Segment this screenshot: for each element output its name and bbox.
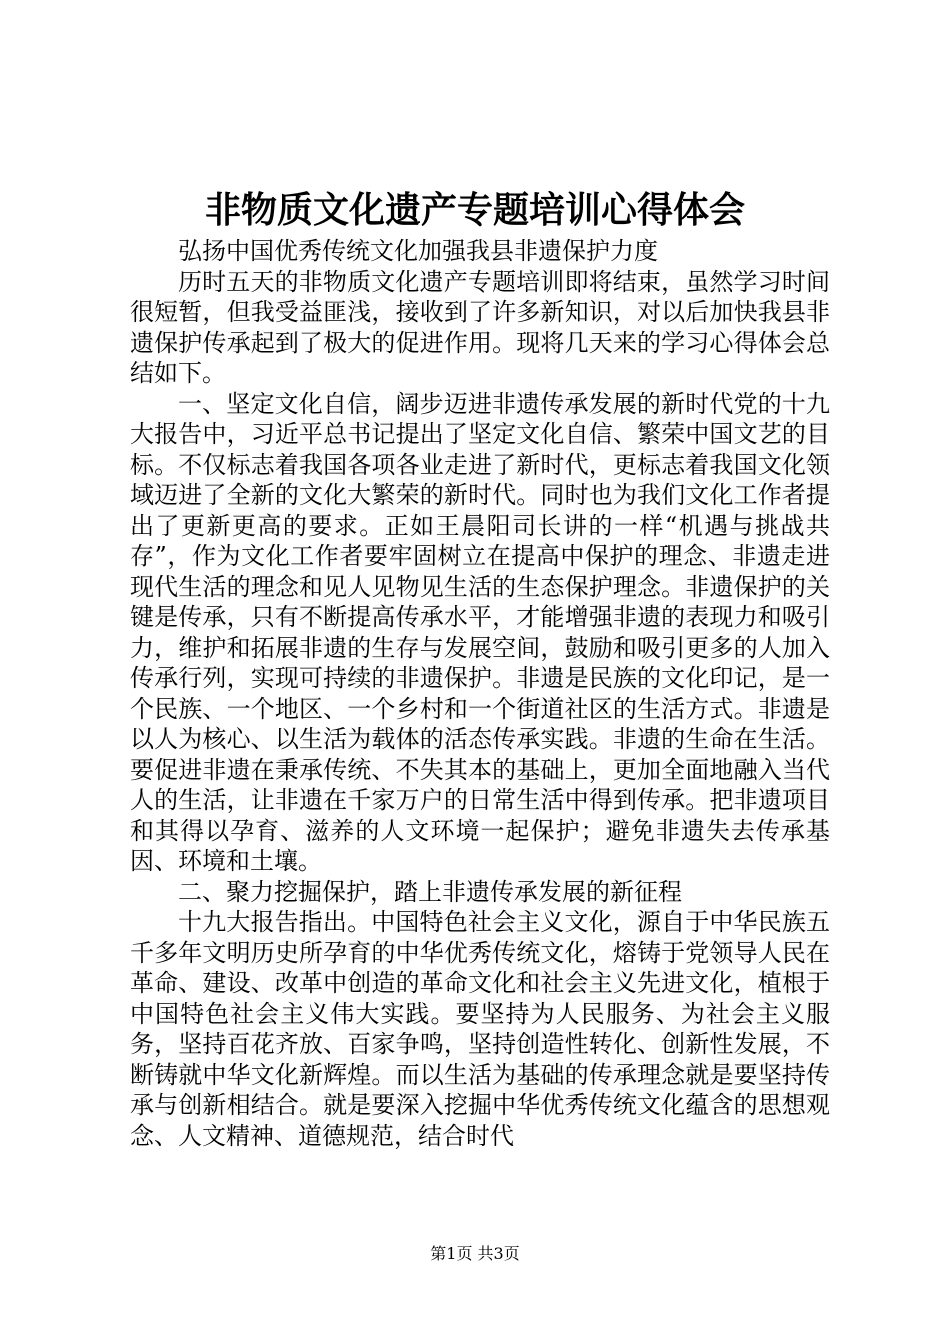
section-two-heading: 二、聚力挖掘保护，踏上非遗传承发展的新征程 — [178, 877, 682, 906]
section-two-paragraph: 十九大报告指出。中国特色社会主义文化，源自于中华民族五千多年文明历史所孕育的中华优秀传统文化，熔铸于党领导人民在革命、建设、改革中创造的革命文化和社会主义先进文化，植根于中国特色社会主义伟大实践。要坚持为人民服务、为社会主义服务，坚持百花齐放、百家争鸣，坚持创造性转化、创新性发展，不断铸就中华文化新辉煌。而以生活为基础的传承理念就是要坚持传承与创新相结合。就是要深入挖掘中华优秀传统文化蕴含的思想观念、人文精神、道德规范，结合时代 — [130, 908, 830, 1150]
section-one-paragraph: 一、坚定文化自信，阔步迈进非遗传承发展的新时代党的十九大报告中，习近平总书记提出了坚定文化自信、繁荣中国文艺的目标。不仅标志着我国各项各业走进了新时代，更标志着我国文化领域迈进了全新的文化大繁荣的新时代。同时也为我们文化工作者提出了更新更高的要求。正如王晨阳司长讲的一样“机遇与挑战共存”，作为文化工作者要牢固树立在提高中保护的理念、非遗走进现代生活的理念和见人见物见生活的生态保护理念。非遗保护的关键是传承，只有不断提高传承水平，才能增强非遗的表现力和吸引力，维护和拓展非遗的生存与发展空间，鼓励和吸引更多的人加入传承行列，实现可持续的非遗保护。非遗是民族的文化印记，是一个民族、一个地区、一个乡村和一个街道社区的生活方式。非遗是以人为核心、以生活为载体的活态传承实践。非遗的生命在生活。要促进非遗在秉承传统、不失其本的基础上，更加全面地融入当代人的生活，让非遗在千家万户的日常生活中得到传承。把非遗项目和其得以孕育、滋养的人文环境一起保护；避免非遗失去传承基因、环境和土壤。 — [130, 389, 830, 875]
subtitle-paragraph: 弘扬中国优秀传统文化加强我县非遗保护力度 — [178, 237, 658, 265]
page-footer: 第1页 共3页 — [430, 1244, 520, 1263]
document-title: 非物质文化遗产专题培训心得体会 — [204, 189, 745, 231]
intro-paragraph: 历时五天的非物质文化遗产专题培训即将结束，虽然学习时间很短暂，但我受益匪浅，接收到了许多新知识，对以后加快我县非遗保护传承起到了极大的促进作用。现将几天来的学习心得体会总结如下。 — [130, 267, 830, 387]
document-body — [130, 236, 830, 1151]
